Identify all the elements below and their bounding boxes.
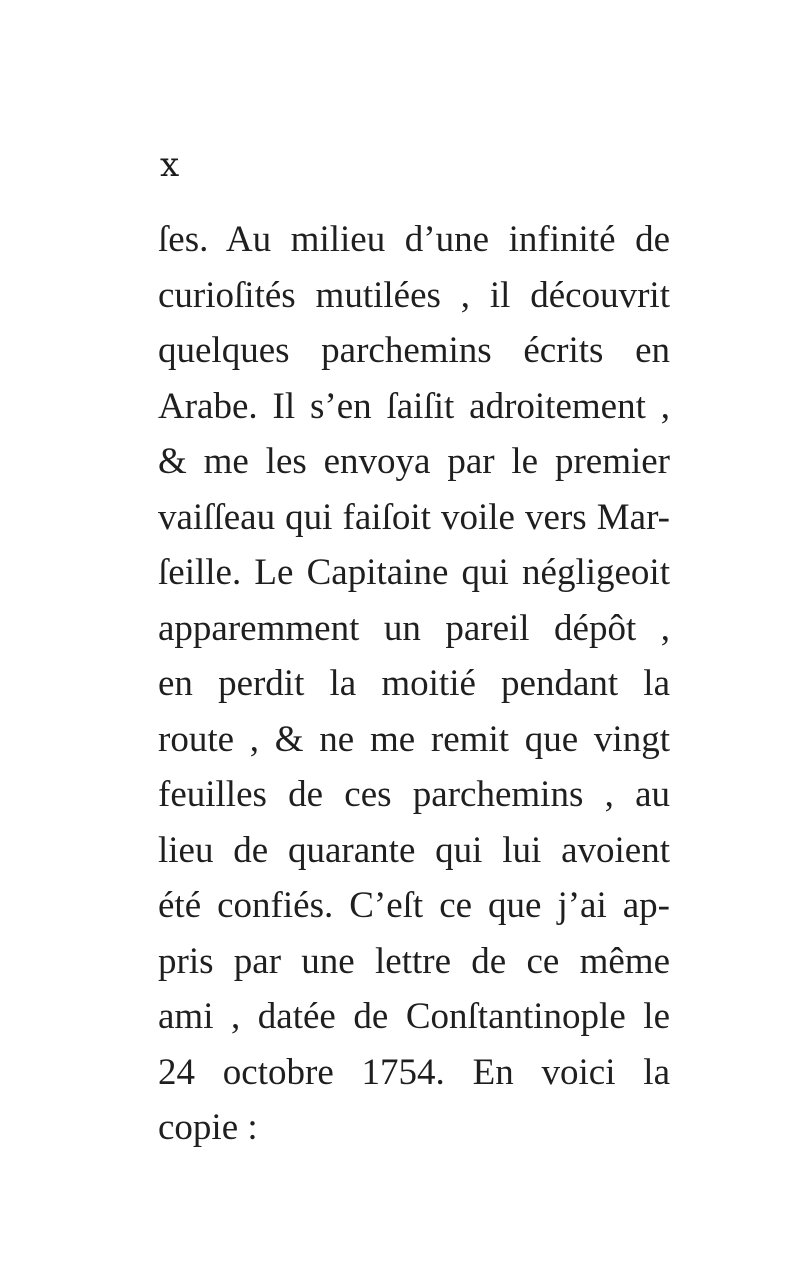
body-text [158,212,670,1156]
text-line: Arabe. Il s’en ſaiſit adroitement , [158,385,670,427]
text-line: apparemment un pareil dépôt , [158,607,670,649]
text-line: ſeille. Le Capitaine qui négligeoit [158,552,670,593]
text-line: pris par une lettre de ce même [158,940,670,982]
text-line: été confiés. C’eſt ce que j’ai ap- [158,885,670,926]
text-line: vaiſſeau qui faiſoit voile vers Mar- [158,496,670,538]
text-line: en perdit la moitié pendant la [158,663,670,704]
page-number: x [160,145,180,185]
text-line: & me les envoya par le premier [158,441,670,482]
text-line: curioſités mutilées , il découvrit [158,274,670,316]
text-line: 24 octobre 1754. En voici la [158,1051,670,1093]
text-line: copie : [158,1107,258,1148]
text-line: ami , datée de Conſtantinople le [158,996,670,1037]
text-line: quelques parchemins écrits en [158,330,670,371]
text-line: route , & ne me remit que vingt [158,718,670,760]
text-line: lieu de quarante qui lui avoient [158,829,670,871]
text-line: ſes. Au milieu d’une infinité de [158,219,670,260]
text-line: feuilles de ces parchemins , au [158,774,670,815]
